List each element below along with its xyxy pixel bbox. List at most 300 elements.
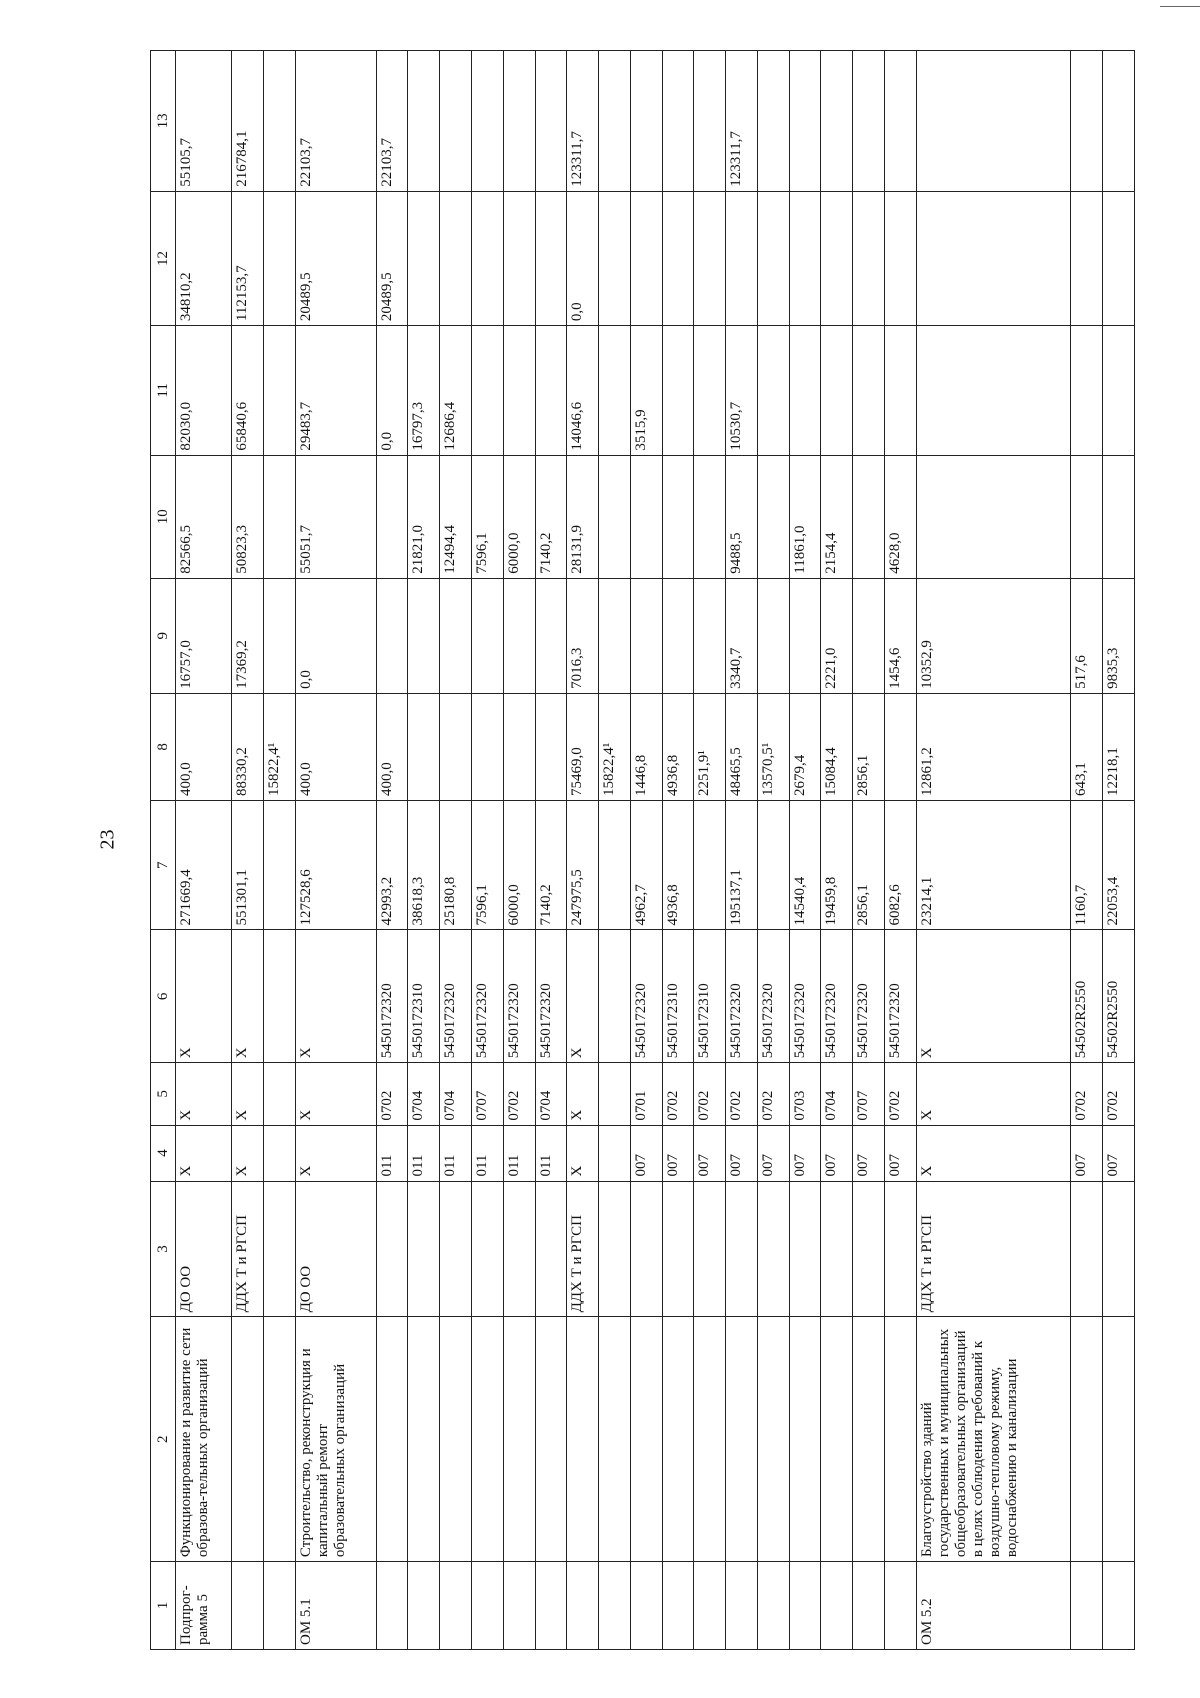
column-header: 5	[151, 1063, 176, 1125]
column-header: 12	[151, 191, 176, 325]
table-cell	[630, 455, 662, 578]
table-cell	[853, 1562, 885, 1650]
table-cell: 22103,7	[376, 51, 408, 192]
table-cell: Х	[295, 1063, 376, 1125]
table-cell	[408, 578, 440, 693]
table-row	[916, 51, 1071, 1650]
table-cell	[440, 51, 472, 192]
table-row	[599, 51, 631, 1650]
table-cell: Х	[916, 1125, 1071, 1181]
table-cell	[264, 930, 296, 1063]
table-row	[567, 51, 599, 1650]
table-cell	[599, 51, 631, 192]
table-cell: 5450172320	[440, 930, 472, 1063]
table-cell	[853, 326, 885, 456]
table-cell: 0704	[535, 1063, 567, 1125]
table-cell	[503, 693, 535, 800]
table-cell: 007	[821, 1125, 853, 1181]
table-cell	[376, 1317, 408, 1562]
table-cell: ОМ 5.2	[916, 1562, 1071, 1650]
table-cell	[916, 326, 1071, 456]
table-cell: 10352,9	[916, 578, 1071, 693]
column-header: 7	[151, 800, 176, 930]
table-cell: 0707	[853, 1063, 885, 1125]
table-cell	[599, 1125, 631, 1181]
table-cell: 28131,9	[567, 455, 599, 578]
table-cell	[1071, 1181, 1103, 1317]
table-cell: 6082,6	[884, 800, 916, 930]
table-row	[408, 51, 440, 1650]
table-cell: 400,0	[176, 693, 232, 800]
table-cell: 0704	[408, 1063, 440, 1125]
table-cell	[916, 455, 1071, 578]
table-cell	[853, 455, 885, 578]
table-cell: 82566,5	[176, 455, 232, 578]
table-cell: 1160,7	[1071, 800, 1103, 930]
table-cell: 7140,2	[535, 455, 567, 578]
table-cell: 0,0	[295, 578, 376, 693]
table-cell	[599, 1317, 631, 1562]
table-row	[694, 51, 726, 1650]
table-cell	[264, 1181, 296, 1317]
table-cell	[916, 51, 1071, 192]
table-cell	[726, 1562, 758, 1650]
table-cell	[757, 800, 789, 930]
table-cell	[853, 1181, 885, 1317]
table-row	[726, 51, 758, 1650]
table-cell: 20489,5	[295, 191, 376, 325]
table-cell	[264, 1063, 296, 1125]
table-cell	[694, 455, 726, 578]
table-cell	[884, 1317, 916, 1562]
table-cell: 23214,1	[916, 800, 1071, 930]
table-cell: 15084,4	[821, 693, 853, 800]
table-cell: 5450172320	[472, 930, 504, 1063]
table-cell: ОМ 5.1	[295, 1562, 376, 1650]
table-cell	[662, 51, 694, 192]
table-cell: 48465,5	[726, 693, 758, 800]
table-cell	[535, 578, 567, 693]
table-cell	[1103, 1562, 1135, 1650]
table-cell	[853, 1317, 885, 1562]
table-cell	[472, 51, 504, 192]
table-row	[630, 51, 662, 1650]
table-cell: 5450172320	[821, 930, 853, 1063]
table-cell	[1071, 1317, 1103, 1562]
table-cell: 5450172320	[503, 930, 535, 1063]
table-cell: 400,0	[376, 693, 408, 800]
table-cell	[567, 1562, 599, 1650]
table-cell	[599, 1063, 631, 1125]
table-row	[232, 51, 264, 1650]
table-cell: 11861,0	[789, 455, 821, 578]
table-cell: ДДХ Т и РГСП	[232, 1181, 264, 1317]
table-cell: Х	[916, 1063, 1071, 1125]
table-cell: 0,0	[567, 191, 599, 325]
table-cell: 12218,1	[1103, 693, 1135, 800]
table-cell: Х	[176, 1125, 232, 1181]
table-cell	[567, 1317, 599, 1562]
table-cell	[1103, 191, 1135, 325]
table-cell: 011	[503, 1125, 535, 1181]
table-cell	[599, 578, 631, 693]
table-cell	[1103, 1181, 1135, 1317]
table-row	[440, 51, 472, 1650]
table-cell	[630, 51, 662, 192]
table-cell: 12861,2	[916, 693, 1071, 800]
table-cell	[757, 1562, 789, 1650]
table-cell	[264, 455, 296, 578]
table-cell: 0702	[1071, 1063, 1103, 1125]
column-header: 6	[151, 930, 176, 1063]
table-cell	[757, 326, 789, 456]
table-cell: 0702	[376, 1063, 408, 1125]
table-cell: 007	[1071, 1125, 1103, 1181]
table-cell: 007	[694, 1125, 726, 1181]
table-cell: 4962,7	[630, 800, 662, 930]
table-cell: 517,6	[1071, 578, 1103, 693]
table-cell	[630, 1181, 662, 1317]
table-cell: 12494,4	[440, 455, 472, 578]
table-cell	[757, 578, 789, 693]
table-cell	[694, 1317, 726, 1562]
table-cell	[503, 326, 535, 456]
column-header: 1	[151, 1562, 176, 1650]
table-cell: Х	[232, 1063, 264, 1125]
table-cell	[789, 326, 821, 456]
table-cell: 34810,2	[176, 191, 232, 325]
table-cell: 2251,9¹	[694, 693, 726, 800]
table-cell	[884, 51, 916, 192]
table-cell: 5450172310	[662, 930, 694, 1063]
table-cell	[662, 455, 694, 578]
table-cell	[472, 693, 504, 800]
table-cell: 22103,7	[295, 51, 376, 192]
table-cell: 011	[408, 1125, 440, 1181]
table-cell: Функционирование и развитие сети образова-тельных организаций	[176, 1317, 232, 1562]
table-cell	[472, 326, 504, 456]
table-cell: 17369,2	[232, 578, 264, 693]
table-cell	[599, 191, 631, 325]
table-cell: 22053,4	[1103, 800, 1135, 930]
table-cell: 0702	[694, 1063, 726, 1125]
table-cell	[853, 578, 885, 693]
table-cell: 0704	[440, 1063, 472, 1125]
table-cell	[694, 578, 726, 693]
table-cell	[535, 326, 567, 456]
table-cell	[821, 191, 853, 325]
table-cell: 551301,1	[232, 800, 264, 930]
table-cell	[884, 1562, 916, 1650]
table-row	[853, 51, 885, 1650]
table-cell	[884, 326, 916, 456]
table-cell: 9488,5	[726, 455, 758, 578]
table-cell: 82030,0	[176, 326, 232, 456]
table-cell: 0702	[503, 1063, 535, 1125]
table-cell	[376, 1562, 408, 1650]
table-cell: 6000,0	[503, 455, 535, 578]
table-cell	[408, 51, 440, 192]
table-cell: 5450172320	[789, 930, 821, 1063]
table-cell	[757, 191, 789, 325]
table-cell	[1071, 51, 1103, 192]
table-cell: 54502R2550	[1071, 930, 1103, 1063]
table-cell: Х	[916, 930, 1071, 1063]
table-cell: 20489,5	[376, 191, 408, 325]
table-cell: 007	[853, 1125, 885, 1181]
table-cell	[535, 1562, 567, 1650]
table-cell	[1103, 326, 1135, 456]
table-cell: 1454,6	[884, 578, 916, 693]
table-cell	[662, 1181, 694, 1317]
table-cell: 4936,8	[662, 800, 694, 930]
table-cell: 3340,7	[726, 578, 758, 693]
table-cell	[376, 455, 408, 578]
table-row	[376, 51, 408, 1650]
table-cell: 011	[376, 1125, 408, 1181]
table-cell: 88330,2	[232, 693, 264, 800]
table-cell: 2856,1	[853, 693, 885, 800]
table-cell: 007	[726, 1125, 758, 1181]
table-cell: 112153,7	[232, 191, 264, 325]
table-cell: 123311,7	[567, 51, 599, 192]
table-cell	[264, 191, 296, 325]
table-cell	[821, 1317, 853, 1562]
table-cell	[662, 326, 694, 456]
table-cell	[440, 1181, 472, 1317]
table-cell: 195137,1	[726, 800, 758, 930]
table-row	[535, 51, 567, 1650]
table-cell	[757, 1181, 789, 1317]
table-row	[503, 51, 535, 1650]
table-cell: ДО ОО	[176, 1181, 232, 1317]
table-cell: 5450172320	[630, 930, 662, 1063]
table-cell: 0702	[726, 1063, 758, 1125]
table-cell	[853, 51, 885, 192]
table-cell	[694, 1562, 726, 1650]
table-cell: 0704	[821, 1063, 853, 1125]
table-cell: 16797,3	[408, 326, 440, 456]
table-cell: 14540,4	[789, 800, 821, 930]
table-cell	[232, 1562, 264, 1650]
table-cell	[726, 1317, 758, 1562]
table-cell	[630, 191, 662, 325]
table-cell	[694, 800, 726, 930]
table-cell: 4628,0	[884, 455, 916, 578]
column-header: 2	[151, 1317, 176, 1562]
table-cell	[472, 578, 504, 693]
table-cell	[821, 1562, 853, 1650]
table-cell	[1071, 326, 1103, 456]
table-cell: 7140,2	[535, 800, 567, 930]
table-cell: ДДХ Т и РГСП	[916, 1181, 1071, 1317]
table-cell	[408, 191, 440, 325]
column-header: 9	[151, 578, 176, 693]
rotated-table-wrapper	[150, 50, 1135, 1650]
table-cell: 15822,4¹	[264, 693, 296, 800]
header-row	[151, 51, 176, 1650]
table-cell	[630, 578, 662, 693]
column-header: 4	[151, 1125, 176, 1181]
table-cell	[630, 1317, 662, 1562]
table-cell: 4936,8	[662, 693, 694, 800]
table-cell: Благоустройство зданий государственных и муниципальных общеобразовательных организаций в целях соблюдения требований к воздушно-тепловому режиму, водоснабжению и канализации	[916, 1317, 1071, 1562]
table-cell: 50823,3	[232, 455, 264, 578]
table-cell	[599, 930, 631, 1063]
table-cell: Х	[295, 930, 376, 1063]
table-cell: 0701	[630, 1063, 662, 1125]
table-cell: 16757,0	[176, 578, 232, 693]
table-cell	[789, 1562, 821, 1650]
table-cell: 271669,4	[176, 800, 232, 930]
table-cell	[662, 191, 694, 325]
table-cell: 2679,4	[789, 693, 821, 800]
table-cell: Х	[176, 1063, 232, 1125]
table-cell: 011	[535, 1125, 567, 1181]
table-cell	[821, 51, 853, 192]
table-cell: 7596,1	[472, 455, 504, 578]
table-cell	[535, 693, 567, 800]
table-cell	[408, 693, 440, 800]
table-cell	[264, 1125, 296, 1181]
table-cell: 5450172310	[408, 930, 440, 1063]
table-cell	[440, 693, 472, 800]
table-cell: Х	[567, 930, 599, 1063]
table-cell: 65840,6	[232, 326, 264, 456]
table-cell	[503, 191, 535, 325]
table-cell: 2221,0	[821, 578, 853, 693]
table-row	[884, 51, 916, 1650]
table-cell	[472, 1181, 504, 1317]
table-cell	[535, 1181, 567, 1317]
table-row	[1103, 51, 1135, 1650]
table-cell: 55051,7	[295, 455, 376, 578]
table-cell	[821, 326, 853, 456]
table-cell: 2154,4	[821, 455, 853, 578]
table-row	[662, 51, 694, 1650]
table-cell	[662, 1317, 694, 1562]
table-cell	[884, 1181, 916, 1317]
table-cell	[1103, 455, 1135, 578]
table-cell: 10530,7	[726, 326, 758, 456]
table-cell	[821, 1181, 853, 1317]
table-cell	[599, 455, 631, 578]
table-cell	[1071, 191, 1103, 325]
table-cell: 19459,8	[821, 800, 853, 930]
table-cell	[440, 578, 472, 693]
table-cell: 75469,0	[567, 693, 599, 800]
table-cell	[440, 191, 472, 325]
table-cell: 12686,4	[440, 326, 472, 456]
table-cell	[726, 191, 758, 325]
table-cell: Х	[567, 1125, 599, 1181]
table-cell	[694, 326, 726, 456]
table-cell: 007	[1103, 1125, 1135, 1181]
table-cell	[662, 578, 694, 693]
table-cell: 400,0	[295, 693, 376, 800]
table-cell: 2856,1	[853, 800, 885, 930]
table-cell: Х	[567, 1063, 599, 1125]
table-cell: ДДХ Т и РГСП	[567, 1181, 599, 1317]
table-cell: 15822,4¹	[599, 693, 631, 800]
table-cell	[535, 191, 567, 325]
table-cell	[503, 578, 535, 693]
table-cell	[757, 51, 789, 192]
table-cell	[630, 1562, 662, 1650]
table-cell	[694, 1181, 726, 1317]
table-cell	[503, 1317, 535, 1562]
table-cell: Подпрог-рамма 5	[176, 1562, 232, 1650]
table-cell	[408, 1317, 440, 1562]
table-cell	[440, 1562, 472, 1650]
table-cell	[264, 1562, 296, 1650]
table-cell	[789, 1317, 821, 1562]
table-cell: 0702	[757, 1063, 789, 1125]
table-row	[264, 51, 296, 1650]
table-cell: 55105,7	[176, 51, 232, 192]
table-cell: 5450172320	[535, 930, 567, 1063]
table-cell	[1103, 1317, 1135, 1562]
table-cell: 0703	[789, 1063, 821, 1125]
table-cell: ДО ОО	[295, 1181, 376, 1317]
column-header: 11	[151, 326, 176, 456]
table-cell: 007	[789, 1125, 821, 1181]
table-cell	[853, 191, 885, 325]
table-cell	[694, 51, 726, 192]
table-cell: 25180,8	[440, 800, 472, 930]
table-cell	[1103, 51, 1135, 192]
table-cell	[376, 1181, 408, 1317]
table-cell: 5450172320	[884, 930, 916, 1063]
table-cell: 0702	[884, 1063, 916, 1125]
table-row	[757, 51, 789, 1650]
table-cell	[599, 1181, 631, 1317]
page-number: 23	[96, 829, 119, 850]
scan-artifact-line	[1160, 6, 1200, 7]
table-cell	[503, 1562, 535, 1650]
table-cell: 13570,5¹	[757, 693, 789, 800]
table-cell: 42993,2	[376, 800, 408, 930]
table-cell	[1071, 455, 1103, 578]
table-cell: 5450172320	[726, 930, 758, 1063]
table-row	[1071, 51, 1103, 1650]
table-cell	[503, 51, 535, 192]
table-cell: 5450172320	[376, 930, 408, 1063]
table-cell: 247975,5	[567, 800, 599, 930]
table-cell	[757, 1317, 789, 1562]
table-cell	[694, 191, 726, 325]
table-row	[295, 51, 376, 1650]
table-cell: 5450172320	[853, 930, 885, 1063]
table-row	[472, 51, 504, 1650]
table-cell	[884, 693, 916, 800]
table-cell	[789, 191, 821, 325]
table-cell	[440, 1317, 472, 1562]
table-cell: 3515,9	[630, 326, 662, 456]
table-cell	[472, 1317, 504, 1562]
table-cell	[408, 1562, 440, 1650]
table-cell: 007	[757, 1125, 789, 1181]
table-cell	[1071, 1562, 1103, 1650]
column-header: 8	[151, 693, 176, 800]
table-row	[176, 51, 232, 1650]
column-header: 13	[151, 51, 176, 192]
table-cell: 0702	[662, 1063, 694, 1125]
table-cell: Х	[295, 1125, 376, 1181]
column-header: 10	[151, 455, 176, 578]
column-header: 3	[151, 1181, 176, 1317]
table-cell: 7596,1	[472, 800, 504, 930]
